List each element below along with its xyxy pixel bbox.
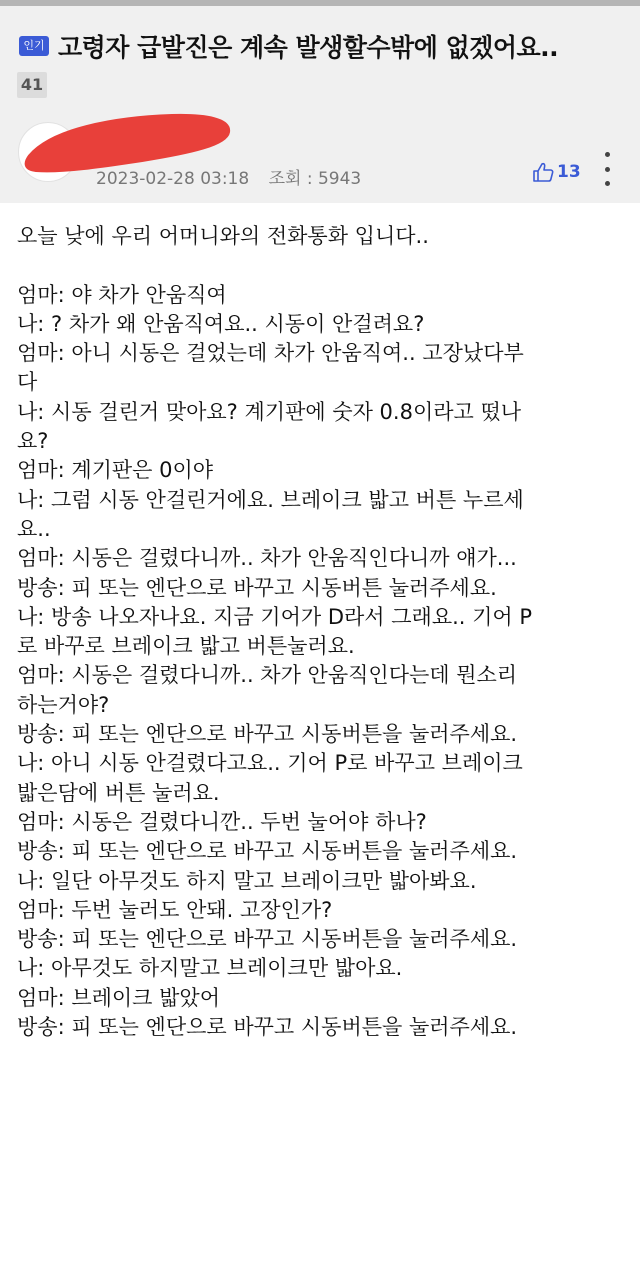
body-line: 방송: 피 또는 엔단으로 바꾸고 시동버튼을 눌러주세요. — [17, 927, 518, 952]
body-line: 방송: 피 또는 엔단으로 바꾸고 시동버튼을 눌러주세요. — [17, 722, 518, 747]
post-title: 고령자 급발진은 계속 발생할수밖에 없겠어요.. — [58, 33, 559, 62]
body-line: 하는거야? — [17, 692, 110, 717]
body-line: 로 바꾸로 브레이크 밟고 버튼눌러요. — [17, 634, 355, 659]
body-line: 방송: 피 또는 엔단으로 바꾸고 시동버튼을 눌러주세요. — [17, 839, 518, 864]
body-line: 엄마: 시동은 걸렸다니까.. 차가 안움직인다니까 얘가... — [17, 546, 517, 571]
body-line: 나: ? 차가 왜 안움직여요.. 시동이 안걸려요? — [17, 311, 425, 336]
body-line: 엄마: 시동은 걸렸다니깐.. 두번 눌어야 하나? — [17, 809, 427, 834]
body-line: 다 — [17, 370, 38, 395]
body-line: 나: 그럼 시동 안걸린거에요. 브레이크 밟고 버튼 누르세 — [17, 487, 524, 512]
body-line: 나: 아니 시동 안걸렸다고요.. 기어 P로 바꾸고 브레이크 — [17, 751, 523, 776]
body-line: 나: 방송 나오자나요. 지금 기어가 D라서 그래요.. 기어 P — [17, 604, 533, 629]
body-line: 방송: 피 또는 엔단으로 바꾸고 시동버튼 눌러주세요. — [17, 575, 497, 600]
body-line: 엄마: 시동은 걸렸다니까.. 차가 안움직인다는데 뭔소리 — [17, 663, 518, 688]
like-count: 13 — [557, 162, 581, 182]
body-line: 오늘 낮에 우리 어머니와의 전화통화 입니다.. — [17, 224, 429, 248]
kebab-menu-icon[interactable] — [598, 152, 616, 186]
body-line: 나: 일단 아무것도 하지 말고 브레이크만 밟아봐요. — [17, 868, 477, 893]
body-line: 나: 시동 걸린거 맞아요? 계기판에 숫자 0.8이라고 떴나 — [17, 399, 522, 424]
body-line: 밟은담에 버튼 눌러요. — [17, 780, 220, 805]
body-blank-line — [17, 251, 633, 280]
body-line: 엄마: 계기판은 0이야 — [17, 458, 214, 483]
post-meta — [96, 164, 375, 189]
thumbs-up-icon — [532, 162, 554, 182]
popular-badge: 인기 — [19, 36, 49, 56]
body-line: 방송: 피 또는 엔단으로 바꾸고 시동버튼을 눌러주세요. — [17, 1015, 518, 1040]
view-count: 조회 : 5943 — [268, 169, 362, 189]
body-line: 나: 아무것도 하지말고 브레이크만 밟아요. — [17, 956, 403, 981]
post-body — [17, 222, 633, 1042]
post-header — [0, 6, 640, 203]
body-line: 요? — [17, 429, 49, 454]
body-line: 엄마: 브레이크 밟았어 — [17, 985, 220, 1010]
body-line: 엄마: 야 차가 안움직여 — [17, 282, 227, 307]
body-line: 엄마: 아니 시동은 걸었는데 차가 안움직여.. 고장났다부 — [17, 341, 524, 366]
body-line: 엄마: 두번 눌러도 안돼. 고장인가? — [17, 897, 333, 922]
post-date: 2023-02-28 03:18 — [96, 169, 250, 189]
like-button[interactable] — [532, 160, 581, 184]
body-line: 요.. — [17, 516, 51, 541]
comment-count-tag[interactable]: 41 — [17, 72, 47, 98]
